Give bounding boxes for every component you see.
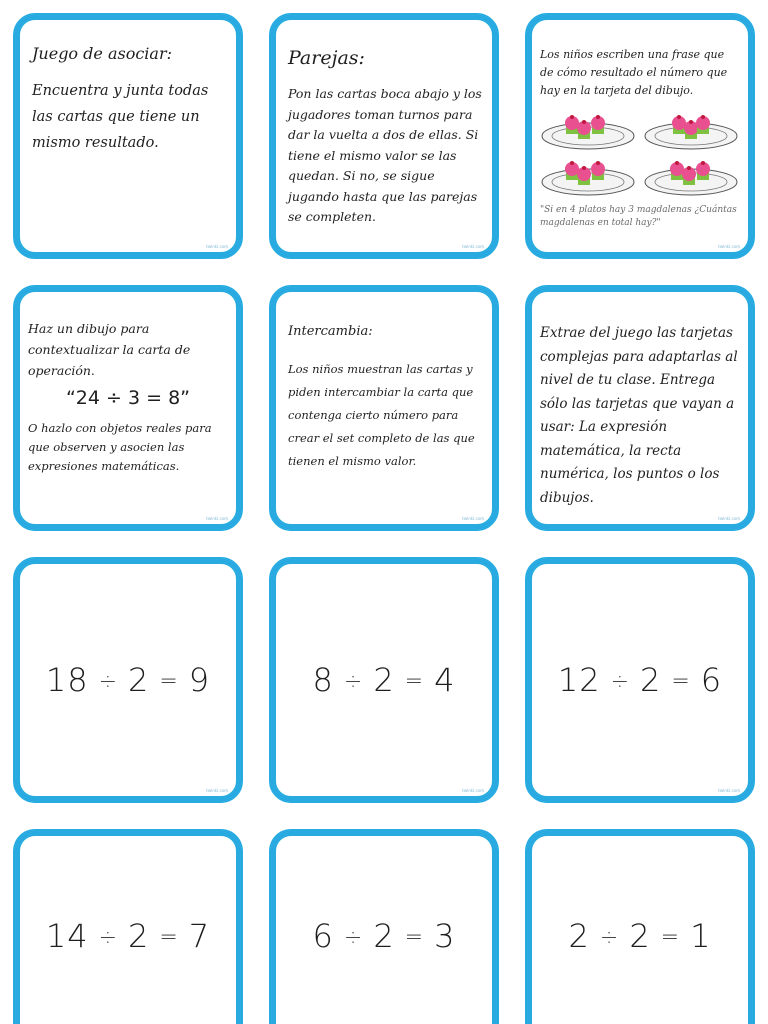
- division-equation: [532, 661, 748, 699]
- division-equation: [276, 661, 492, 699]
- plates-illustration: [540, 110, 740, 196]
- instruction-card-extrae: [525, 285, 755, 531]
- divide-sign: ÷: [98, 925, 118, 950]
- result: 4: [434, 661, 456, 699]
- plate-with-cupcakes-icon: [643, 110, 739, 150]
- plate-with-cupcakes-icon: [540, 110, 636, 150]
- equation-card: [13, 557, 243, 803]
- result: 7: [188, 917, 211, 955]
- example-equation: “24 ÷ 3 = 8”: [65, 387, 191, 409]
- divisor: 2: [128, 917, 150, 955]
- equation-card: [269, 829, 499, 1024]
- watermark: twinkl.com: [718, 244, 740, 249]
- watermark: twinkl.com: [718, 516, 740, 521]
- card-body: Pon las cartas boca abajo y los jugadores toman turnos para dar la vuelta a dos de ellas. Si tiene el mismo valor se las quedan. Si no, se sigue jugando hasta que las parejas se completen.: [288, 86, 482, 224]
- equation-card: [13, 829, 243, 1024]
- card-body-extra: O hazlo con objetos reales para que observen y asocien las expresiones matemáticas.: [28, 421, 212, 473]
- card-body: Haz un dibujo para contextualizar la carta de operación.: [28, 321, 191, 378]
- watermark: twinkl.com: [206, 788, 228, 793]
- watermark: twinkl.com: [718, 788, 740, 793]
- dividend: 2: [568, 917, 590, 955]
- divisor: 2: [629, 917, 651, 955]
- plate-with-cupcakes-icon: [540, 156, 636, 196]
- divisor: 2: [373, 661, 395, 699]
- division-equation: [532, 917, 748, 955]
- instruction-card-frase: [525, 13, 755, 259]
- divisor: 2: [373, 917, 395, 955]
- dividend: 6: [312, 917, 334, 955]
- card-title: Parejas:: [288, 47, 365, 69]
- dividend: 18: [45, 661, 89, 699]
- dividend: 8: [312, 661, 334, 699]
- equation-card: [269, 557, 499, 803]
- divide-sign: ÷: [98, 669, 118, 694]
- equals-sign: =: [159, 925, 179, 950]
- equals-sign: =: [660, 925, 681, 950]
- card-body: Encuentra y junta todas las cartas que tiene un mismo resultado.: [32, 83, 209, 151]
- divide-sign: ÷: [599, 925, 620, 950]
- watermark: twinkl.com: [462, 516, 484, 521]
- example-quote: "Si en 4 platos hay 3 magdalenas ¿Cuántas magdalenas en total hay?": [540, 205, 737, 228]
- card-title: Intercambia:: [288, 324, 373, 339]
- equals-sign: =: [404, 925, 425, 950]
- result: 3: [434, 917, 456, 955]
- watermark: twinkl.com: [206, 516, 228, 521]
- result: 1: [690, 917, 712, 955]
- divisor: 2: [128, 661, 150, 699]
- divide-sign: ÷: [610, 669, 630, 694]
- equation-card: [525, 557, 755, 803]
- watermark: twinkl.com: [462, 244, 484, 249]
- watermark: twinkl.com: [206, 244, 228, 249]
- instruction-card-parejas: [269, 13, 499, 259]
- result: 6: [700, 661, 723, 699]
- watermark: twinkl.com: [462, 788, 484, 793]
- equals-sign: =: [404, 669, 425, 694]
- division-equation: [276, 917, 492, 955]
- instruction-card-dibujo: [13, 285, 243, 531]
- card-body: Los niños muestran las cartas y piden intercambiar la carta que contenga cierto número para crear el set completo de las que tienen el mismo valor.: [288, 362, 475, 468]
- equals-sign: =: [671, 669, 691, 694]
- card-body: Los niños escriben una frase que de cómo resultado el número que hay en la tarjeta del dibujo.: [540, 48, 728, 97]
- instruction-card-intercambia: [269, 285, 499, 531]
- dividend: 14: [45, 917, 89, 955]
- card-body: Extrae del juego las tarjetas complejas para adaptarlas al nivel de tu clase. Entrega sólo las tarjetas que vayan a usar: La expresión matemática, la recta numérica, los puntos o los dibujos.: [540, 325, 738, 506]
- divide-sign: ÷: [343, 669, 364, 694]
- instruction-card-asociar: [13, 13, 243, 259]
- result: 9: [188, 661, 211, 699]
- division-equation: [20, 661, 236, 699]
- plate-with-cupcakes-icon: [643, 156, 739, 196]
- card-title: Juego de asociar:: [32, 44, 172, 63]
- equals-sign: =: [159, 669, 179, 694]
- divisor: 2: [640, 661, 662, 699]
- equation-card: [525, 829, 755, 1024]
- division-equation: [20, 917, 236, 955]
- divide-sign: ÷: [343, 925, 364, 950]
- dividend: 12: [557, 661, 601, 699]
